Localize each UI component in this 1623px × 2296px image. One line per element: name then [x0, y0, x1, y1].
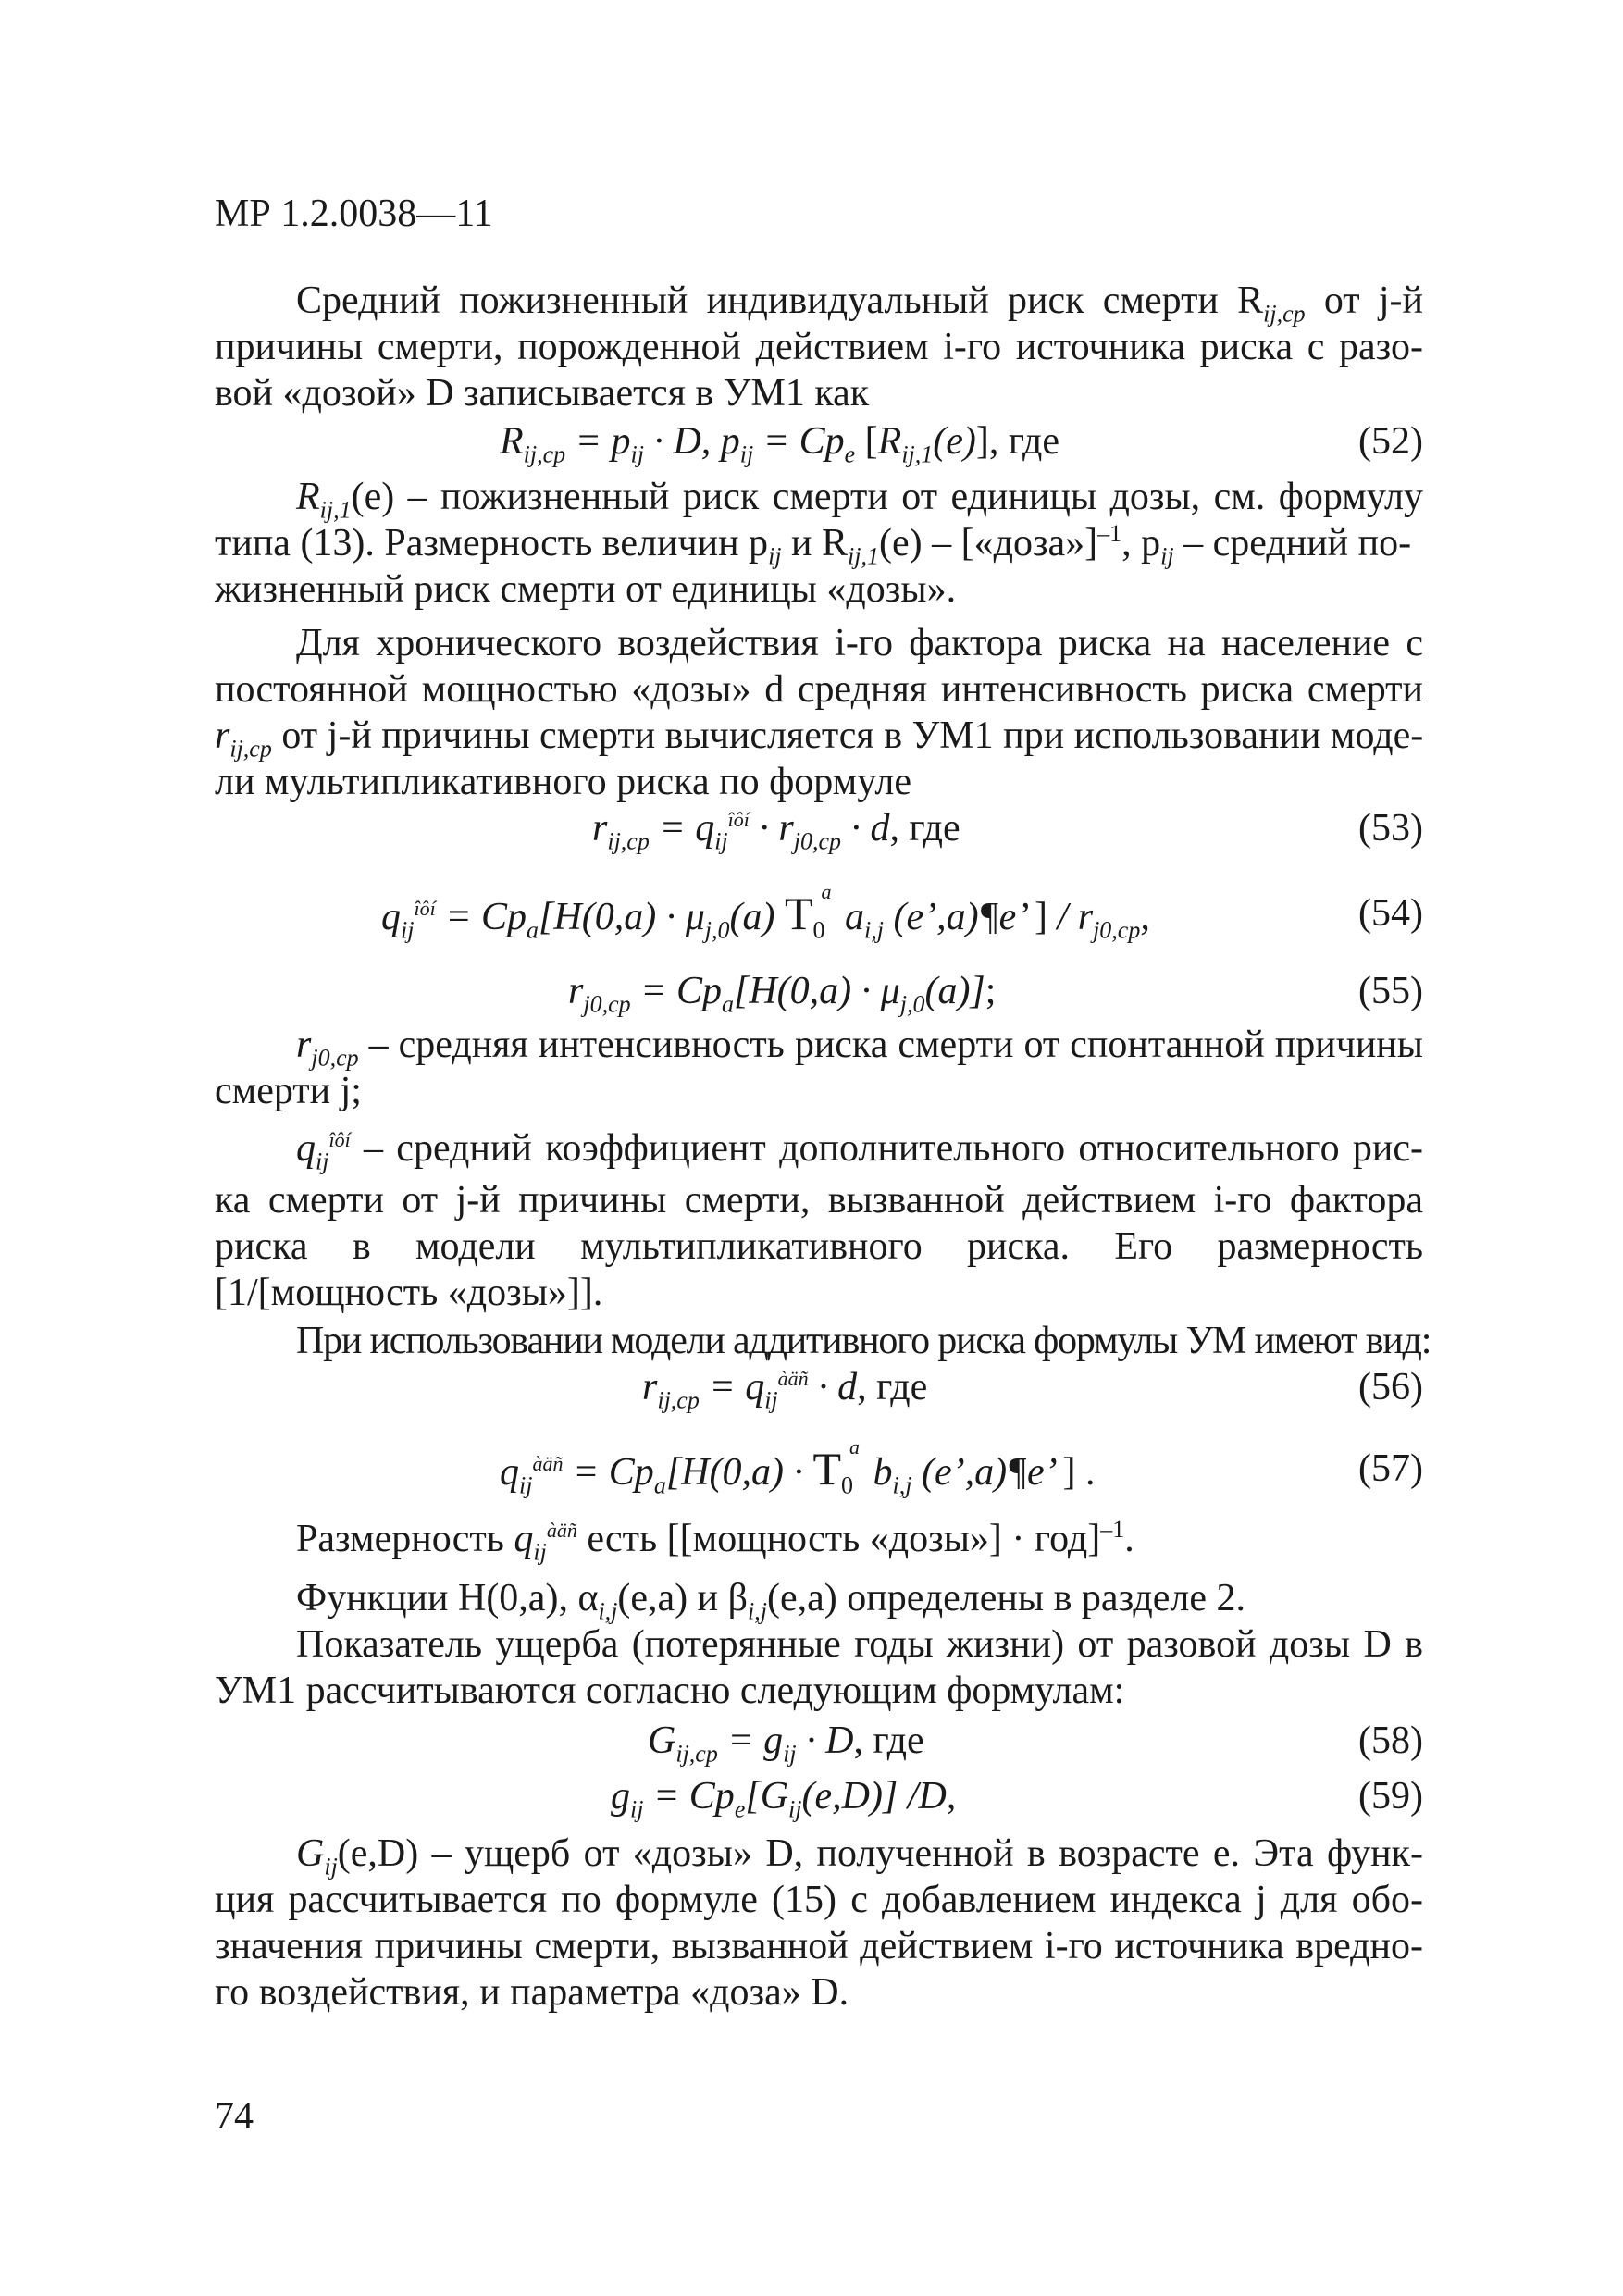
- paragraph-line: ли мультипликативного риска по формуле: [215, 761, 911, 803]
- equation-number-54: (54): [1358, 892, 1423, 935]
- paragraph-line: $r_{ij,ср}$ от j-й причины смерти вычисляется в УМ1 при использовании моде-: [215, 714, 1424, 763]
- equation-number-52: (52): [1358, 420, 1423, 463]
- document-code-header: МР 1.2.0038—11: [215, 192, 493, 235]
- equation-58: $G_{ij,ср} = g_{ij} \cdot D$, где: [648, 1719, 924, 1768]
- paragraph-line: $G_{ij}(e,D)$ – ущерб от «дозы» D, полученной в возрасте e. Эта функ-: [296, 1832, 1423, 1880]
- paragraph-line: $q_{ij}^{îôí}$ – средний коэффициент дополнительного относительного рис-: [296, 1127, 1423, 1175]
- equation-52: $R_{ij,ср} = p_{ij} \cdot D$, $p_{ij} = Cp_e$ $[R_{ij,1}(e)]$, где: [500, 420, 1060, 468]
- paragraph-line: типа (13). Размерность величин $p_{ij}$ и $R_{ij,1}(e)$ – [«доза»]$^{-1}$, $p_{ij}$ – средний по-: [215, 520, 1412, 570]
- paragraph-line: постоянной мощностью «дозы» d средняя интенсивность риска смерти: [215, 668, 1423, 711]
- paragraph-line: причины смерти, порожденной действием i-го источника риска с разо-: [215, 326, 1423, 368]
- paragraph-line: жизненный риск смерти от единицы «дозы».: [215, 568, 957, 611]
- equation-57: $q_{ij}^{àäñ} = Cp_a[H(0,a) \cdot Т_0^a$ $b_{i,j}$ (e’,a)¶e’ ] .: [500, 1435, 1096, 1499]
- paragraph-line: При использовании модели аддитивного риска формулы УМ имеют вид:: [296, 1320, 1431, 1362]
- equation-54: $q_{ij}^{îôí} = Cp_a[H(0,a) \cdot \mu_{j,0}(a)$ $Т_0^a$ $a_{i,j}$ (e’,a)¶e’ ] / $r_{j0,ср}$,: [381, 880, 1150, 944]
- paragraph-line: Для хронического воздействия i-го фактора риска на население с: [296, 622, 1423, 664]
- paragraph-line: ция рассчитывается по формуле (15) с добавлением индекса j для обо-: [215, 1879, 1423, 1921]
- equation-56: $r_{ij,ср} = q_{ij}^{àäñ} \cdot d$, где: [642, 1366, 928, 1414]
- equation-number-59: (59): [1358, 1775, 1423, 1818]
- paragraph-line: $R_{ij,1}(e)$ – пожизненный риск смерти от единицы дозы, см. формулу: [296, 476, 1423, 524]
- paragraph-line: вой «дозой» D записывается в УМ1 как: [215, 372, 870, 415]
- page-number: 74: [215, 2095, 254, 2138]
- paragraph-line: Показатель ущерба (потерянные годы жизни) от разовой дозы D в: [296, 1623, 1423, 1666]
- paragraph-line: значения причины смерти, вызванной действием i-го источника вредно-: [215, 1925, 1423, 1967]
- equation-53: $r_{ij,ср} = q_{ij}^{îôí} \cdot r_{j0,ср} \cdot d$, где: [592, 807, 960, 855]
- paragraph-line: риска в модели мультипликативного риска. Его размерность: [215, 1225, 1423, 1268]
- equation-59: $g_{ij} = Cp_e[G_{ij}(e,D)]$ /D,: [611, 1775, 957, 1823]
- paragraph-line: ка смерти от j-й причины смерти, вызванной действием i-го фактора: [215, 1179, 1423, 1222]
- equation-number-57: (57): [1358, 1447, 1423, 1490]
- paragraph-line: [1/[мощность «дозы»]].: [215, 1272, 603, 1314]
- equation-number-58: (58): [1358, 1719, 1423, 1762]
- equation-number-53: (53): [1358, 807, 1423, 850]
- paragraph-line: $r_{j0,ср}$ – средняя интенсивность риска смерти от спонтанной причины: [296, 1024, 1423, 1072]
- equation-number-56: (56): [1358, 1366, 1423, 1409]
- paragraph-line: Размерность $q_{ij}^{àäñ}$ есть [[мощность «дозы»] · год]$^{-1}$.: [296, 1516, 1134, 1566]
- equation-55: $r_{j0,ср} = Cp_a[H(0,a) \cdot \mu_{j,0}(a)]$;: [568, 970, 997, 1018]
- paragraph-line: УМ1 рассчитываются согласно следующим формулам:: [215, 1669, 1125, 1712]
- paragraph-line: Функции H(0,a), $\alpha_{i,j}(e,a)$ и $\beta_{i,j}(e,a)$ определены в разделе 2.: [296, 1577, 1246, 1625]
- paragraph-line: го воздействия, и параметра «доза» D.: [215, 1971, 849, 2014]
- paragraph-line: Средний пожизненный индивидуальный риск смерти $R_{ij,ср}$ от j-й: [296, 279, 1423, 328]
- paragraph-line: смерти j;: [215, 1070, 362, 1112]
- equation-number-55: (55): [1358, 970, 1423, 1012]
